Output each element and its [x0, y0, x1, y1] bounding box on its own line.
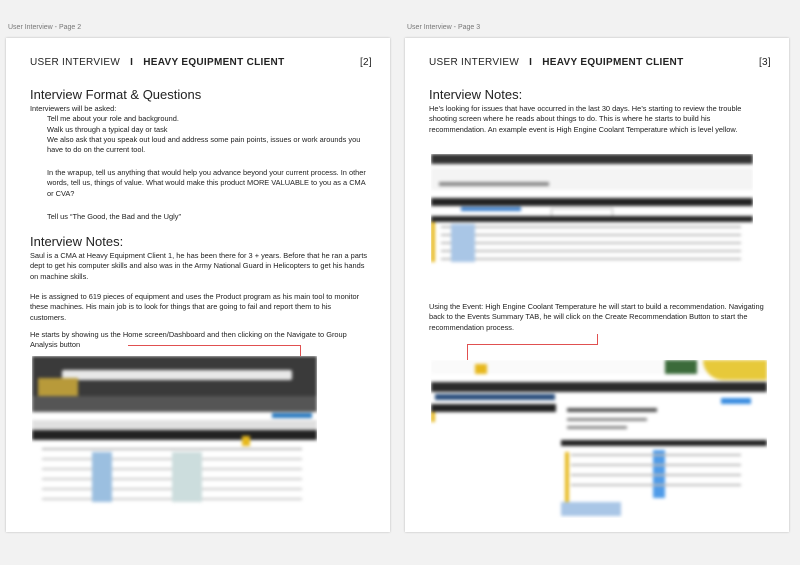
header-separator: I: [130, 57, 134, 68]
note-paragraph: He starts by showing us the Home screen/Dashboard and then clicking on the Navigate to Group Analysis button: [30, 330, 347, 350]
events-summary-screenshot: [431, 360, 767, 518]
page-tab-label: User Interview - Page 3: [407, 24, 481, 31]
note-paragraph: Saul is a CMA at Heavy Equipment Client 1, he has been there for 3 + years. Before that he ran a parts dept to get his computer skills and also was in the Army National Guard in Helicopters to get his hands on machine skills.: [30, 251, 368, 281]
page-header: [30, 57, 372, 71]
callout-line: [128, 345, 300, 346]
question-item: Walk us through a typical day or task: [47, 124, 168, 134]
callout-line: [467, 344, 598, 345]
dashboard-screenshot: [32, 356, 317, 516]
header-separator: I: [529, 57, 533, 68]
header-client: HEAVY EQUIPMENT CLIENT: [542, 57, 684, 68]
questions-intro: Interviewers will be asked:: [30, 104, 117, 113]
page-number: [2]: [359, 57, 372, 68]
header-client: HEAVY EQUIPMENT CLIENT: [143, 57, 285, 68]
heading-interview-format: Interview Format & Questions: [30, 87, 202, 102]
callout-line: [597, 334, 598, 344]
note-paragraph: He’s looking for issues that have occurred in the last 30 days. He’s starting to review the trouble shooting screen where he reads about things to do. This is where he starts to build his recommendation. An example event is High Engine Coolant Temperature which is level yellow.: [429, 104, 742, 134]
heading-interview-notes: Interview Notes:: [30, 234, 124, 249]
troubleshooting-screenshot: [431, 154, 753, 266]
page-number: [3]: [758, 57, 771, 68]
heading-interview-notes: Interview Notes:: [429, 87, 523, 102]
note-paragraph: He is assigned to 619 pieces of equipment and uses the Product program as his main tool to monitor these machines. His main job is to look for things that are going to fail and report them to his customers.: [30, 292, 360, 322]
good-bad-ugly: Tell us “The Good, the Bad and the Ugly”: [47, 212, 181, 221]
header-section: USER INTERVIEW: [30, 57, 121, 68]
question-item: Tell me about your role and background.: [47, 114, 179, 124]
note-paragraph: Using the Event: High Engine Coolant Temperature he will start to build a recommendation. Navigating back to the Events Summary TAB, he will click on the Create Recommendation Button to start the recommendation process.: [429, 302, 764, 332]
questions-block: [30, 104, 368, 155]
question-item: We also ask that you speak out loud and address some pain points, issues or work arounds you have to do on the current tool.: [47, 134, 361, 155]
document-page-2: [6, 38, 390, 532]
page-tab-label: User Interview - Page 2: [8, 24, 82, 31]
page-header: [429, 57, 771, 71]
wrapup-paragraph: In the wrapup, tell us anything that would help you advance beyond your current process. In other words, tell us, things of value. What would make this product MORE VALUABLE to you as a CMA or CVA?: [47, 168, 366, 198]
header-section: USER INTERVIEW: [429, 57, 520, 68]
document-page-3: [405, 38, 789, 532]
